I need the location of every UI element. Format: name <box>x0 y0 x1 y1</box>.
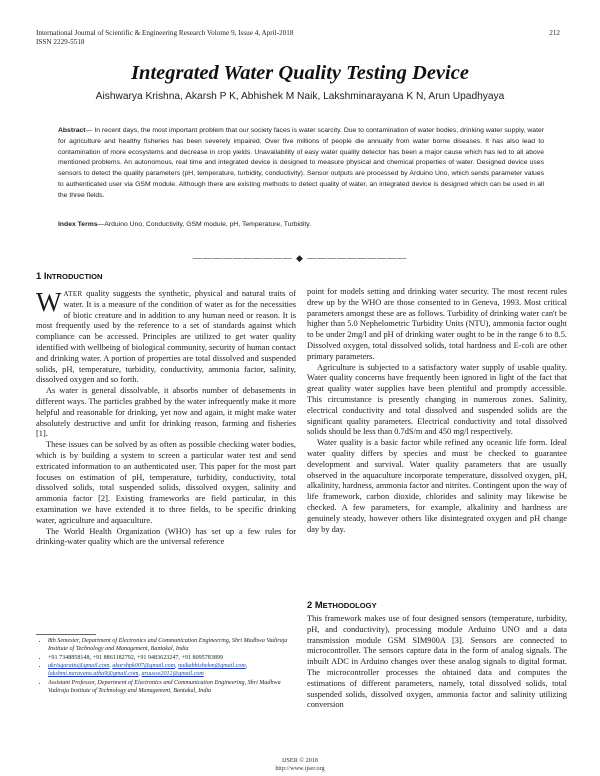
section-heading-introduction <box>36 270 296 283</box>
footnote-emails <box>48 663 298 679</box>
methodology-text <box>307 614 567 711</box>
paragraph: The World Health Organization (WHO) has set up a few rules for drinking-water quality which are the universal reference <box>36 526 296 547</box>
email-link[interactable]: aruusse2012@gmail.com <box>141 671 204 678</box>
paragraph: point for models setting and drinking water security. The most recent rules drew up by the WHO are those consented to in Geneva, 1993. Most critical parameters amongst these are as follows. Turbidity of drinking water can't be higher than 5.0 Nephelometric Turbidity Units (NTU), ammonia factor ought to be under 2mg/l and pH of drinking water ought to be in the range 6 to 8.5. Dissolved oxygen, total dissolved solids, total hardness and E-coli are other primary parameters. <box>307 287 567 361</box>
section-number: 1 <box>36 270 42 281</box>
issn: ISSN 2229-5518 <box>36 38 85 46</box>
paper-title: Integrated Water Quality Testing Device <box>131 62 469 84</box>
footer-copyright: IJSER © 2018 <box>282 757 318 764</box>
abstract-label: Abstract <box>58 127 86 134</box>
paragraph-text: quality suggests the synthetic, physical and natural traits of water. It is a measure of the condition of water as for the necessities of biotic creature and in addition to any human need or reason. It is most frequently used by the reference to a set of standards against which compliance can be accessed. Principles are utilized to get water quality identified with wellbeing of biological community, security of human contact and drinking water. A portion of properties are total dissolved and suspended solids, pH, temperature, turbidity, conductivity, ammonia factor, salinity, dissolved oxygen and so forth. <box>36 289 296 385</box>
email-sep: , <box>245 663 248 670</box>
section-heading-methodology <box>307 599 567 612</box>
section-title-rest: ETHODOLOGY <box>322 601 377 610</box>
drop-cap: W <box>36 287 62 317</box>
email-sep: , <box>138 671 142 678</box>
email-link[interactable]: akrisgarattu@gmail.com <box>48 663 110 670</box>
paragraph: As water is general dissolvable, it absorbs number of debasements in different ways. The particles grabbed by the water infrequently make it more helpful and reasonable for drinking, yet now and again, it might make water absolutely destructive and unfit for drinking reason, farming and fisheries [1]. <box>36 386 296 439</box>
paragraph: This framework makes use of four designed sensors (temperature, turbidity, pH, and conductivity), processing module Arduino UNO and a data transmission module GSM SIM900A [3]. Sensors are connected to microcontroller. The sensors capture data in the form of analog signals. The inbuilt ADC in Arduino changes over these analog signals to digital format. The microcontroller processes the obtained data and computes the estimations of different parameters, namely, total dissolved solids, total suspended solids, dissolved oxygen, ammonia factor and salinity utilizing conversion <box>307 614 567 710</box>
abstract-text: — In recent days, the most important problem that our society faces is water scarcity. Due to contamination of water bodies, drinking water supply, water for agriculture and healthy fisheries has been severely impaired. Over five millions of people die annually from water borne diseases. It has also lead to contamination of more ecosystems and decrease in crop yields. Unavailability of easy water quality detector has been a major cause which has led to all above mentioned problems. An autonomous, real time and integrated device is designed to measure physical and chemical properties of water. Designed device uses sensors to detect the quality parameters (pH, temperature, turbidity, conductivity). Sensor outputs are processed by Arduino Uno, which sends parameter values to authenticated user via GSM module. Although there are existing methods to detect quality of water, an integrated device is designed which can be used in all the three fields. <box>58 127 544 199</box>
section-title-first: I <box>43 270 47 281</box>
index-terms <box>58 220 544 231</box>
lead-smallcaps: ATER <box>63 290 83 298</box>
section-title-rest: NTRODUCTION <box>46 272 103 281</box>
paragraph: Agriculture is subjected to a satisfactory water supply of usable quality. Water quality concerns have frequently been ignored in light of the fact that great quality water supplies have been plentiful and promptly accessible. This circumstance is presently changing in numerous zones. Salinity, electrical conductivity and total dissolved and suspended solids are the significant quality parameters. Electrical conductivity and total dissolved solids should be less than 0.7dS/m and 450 mg/l respectively. <box>307 362 567 437</box>
footnote-affiliation: • Assistant Professor, Department of Electronics and Communication Engineering, Shri Madhwa Vadiraja Institute of Technology and Management, Bantakal, India <box>48 680 298 696</box>
email-link[interactable]: akarshpk007@gmail.com <box>112 663 175 670</box>
footnotes <box>36 638 298 697</box>
paragraph <box>36 289 296 386</box>
paragraph: These issues can be solved by as often as possible checking water bodies, which is by building a system to screen a particular water test and send extricated information to an authenticated user. This paper for the most part focuses on estimation of pH, temperature, turbidity, conductivity, total dissolved solids, total suspended solids, dissolved oxygen, salinity and ammonia factor [2]. Existing frameworks are field particular, in this examination we have extended it to three fields, to be specific drinking water, agriculture and aquaculture. <box>36 440 296 525</box>
author-list: Aishwarya Krishna, Akarsh P K, Abhishek M Naik, Lakshminarayana K N, Arun Upadhyaya <box>95 91 505 102</box>
section-title-first: M <box>314 599 323 610</box>
abstract <box>58 126 544 202</box>
email-link[interactable]: naikabhishekm@gmail.com <box>178 663 246 670</box>
right-column <box>307 287 567 535</box>
section-separator: —————————— ◆ —————————— <box>192 253 408 263</box>
paragraph: Water quality is a basic factor while refined any oceanic life form. Ideal water quality differs by species and must be checked to guarantee development and survival. Water quality parameters that are usually observed in the aquaculture incorporate temperature, dissolved oxygen, pH, alkalinity, hardness, ammonia factor and nitrites. Contingent upon the way of life framework, carbon dioxide, chlorides and salinity may likewise be checked. A few parameters, for example, alkalinity and hardness are genuinely steady, however others like disintegrated oxygen and pH change day by day. <box>307 438 567 534</box>
footnote-rule <box>36 634 96 635</box>
email-link[interactable]: lakshmi.narayana.atha9@gmail.com <box>48 671 139 678</box>
index-terms-label: Index Terms <box>58 221 98 228</box>
index-terms-text: —Arduino Uno, Conductivity, GSM module, pH, Temperature, Turbidity. <box>97 221 311 228</box>
email-sep: , <box>175 663 179 670</box>
email-sep: , <box>109 663 113 670</box>
left-column <box>36 289 296 548</box>
page-number: 212 <box>549 29 560 37</box>
journal-header: International Journal of Scientific & Engineering Research Volume 9, Issue 4, April-2018 <box>36 29 294 37</box>
section-number: 2 <box>307 599 313 610</box>
footer-url[interactable]: http://www.ijser.org <box>275 765 325 772</box>
footnote-phones: • +91 7348858148, +91 8861182792, +91 9483623247, +91 8095783899 <box>48 655 298 663</box>
footnote-affiliation: • 8th Semester, Department of Electronics and Communication Engineering, Shri Madhwa Vadiraja Institute of Technology and Management, Bantakal, India <box>48 638 298 654</box>
